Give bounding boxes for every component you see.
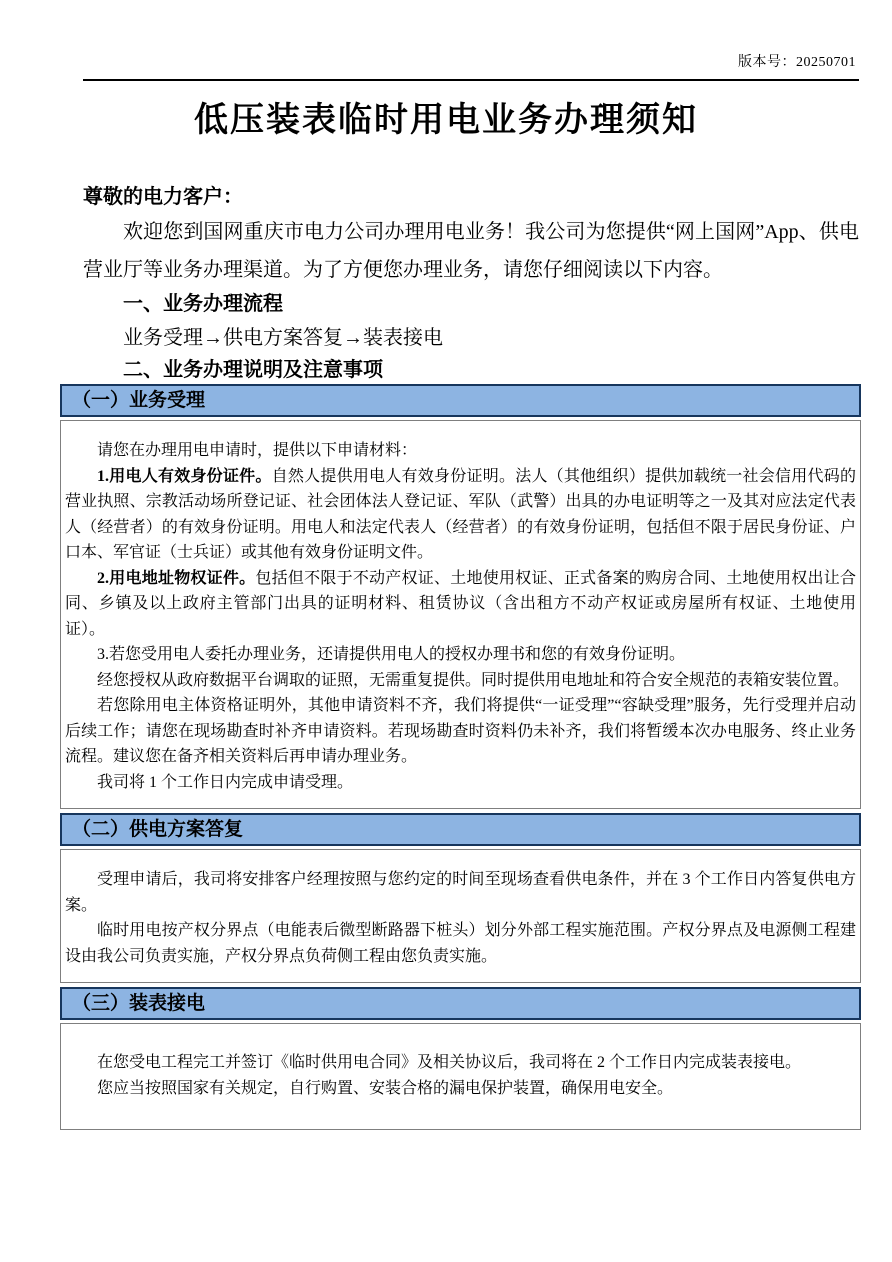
- greeting: 尊敬的电力客户：: [83, 186, 243, 208]
- paragraph-text: 若您除用电主体资格证明外，其他申请资料不齐，我们将提供“一证受理”“容缺受理”服务，先行受理并启动后续工作；请您在现场勘查时补齐申请资料。若现场勘查时资料仍未补齐，我们将暂缓本次办电服务、终止业务流程。建议您在备齐相关资料后再申请办理业务。: [65, 697, 856, 765]
- paragraph-text: 您应当按照国家有关规定，自行购置、安装合格的漏电保护装置，确保用电安全。: [97, 1079, 674, 1097]
- flow-steps: 业务受理→供电方案答复→装表接电: [123, 327, 443, 349]
- version-label: 版本号：20250701: [738, 55, 856, 70]
- paragraph-text: 在您受电工程完工并签订《临时供用电合同》及相关协议后，我司将在 2 个工作日内完成装表接电。: [97, 1054, 802, 1071]
- box-paragraph: [65, 770, 856, 796]
- section-heading-flow: 一、业务办理流程: [123, 293, 283, 315]
- section-box-supply-plan: [60, 849, 861, 983]
- box-paragraph: [65, 1050, 856, 1076]
- box-paragraph: [65, 464, 856, 566]
- header-rule: [83, 79, 859, 81]
- paragraph-text: 包括但不限于不动产权证、土地使用权证、正式备案的购房合同、土地使用权出让合同、乡镇及以上政府主管部门出具的证明材料、租赁协议（含出租方不动产权证或房屋所有权证、土地使用证）。: [65, 569, 856, 638]
- box-paragraph: [65, 918, 856, 969]
- page-title: 低压装表临时用电业务办理须知: [194, 102, 698, 139]
- box-paragraph: [65, 668, 856, 694]
- paragraph-text: 请您在办理用电申请时，提供以下申请材料：: [97, 442, 418, 459]
- box-paragraph: [65, 566, 856, 643]
- section-box-meter-connection: [60, 1023, 861, 1130]
- paragraph-text: 自然人提供用电人有效身份证明。法人（其他组织）提供加载统一社会信用代码的营业执照、宗教活动场所登记证、社会团体法人登记证、军队（武警）出具的办电证明等之一及其对应法定代表人（经营者）的有效身份证明。用电人和法定代表人（经营者）的有效身份证明，包括但不限于居民身份证、户口本、军官证（士兵证）或其他有效身份证明文件。: [65, 467, 856, 561]
- paragraph-text: 受理申请后，我司将安排客户经理按照与您约定的时间至现场查看供电条件，并在 3 个工作日内答复供电方案。: [65, 871, 856, 914]
- box-paragraph: [65, 1076, 856, 1102]
- paragraph-text: 我司将 1 个工作日内完成申请受理。: [97, 773, 354, 791]
- box-paragraph: [65, 867, 856, 918]
- paragraph-text: 3.若您受用电人委托办理业务，还请提供用电人的授权办理书和您的有效身份证明。: [97, 646, 686, 663]
- box-paragraph: [65, 693, 856, 770]
- section-box-acceptance: [60, 420, 861, 809]
- section-bar-supply-plan: （二）供电方案答复: [60, 813, 861, 846]
- paragraph-lead-bold: 2.用电地址物权证件。: [97, 569, 256, 587]
- paragraph-text: 经您授权从政府数据平台调取的证照，无需重复提供。同时提供用电地址和符合安全规范的表箱安装位置。: [97, 671, 850, 689]
- paragraph-text: 临时用电按产权分界点（电能表后微型断路器下桩头）划分外部工程实施范围。产权分界点及电源侧工程建设由我公司负责实施，产权分界点负荷侧工程由您负责实施。: [65, 922, 856, 965]
- section-bar-meter-connection: （三）装表接电: [60, 987, 861, 1020]
- box-paragraph: [65, 438, 856, 464]
- box-paragraph: [65, 642, 856, 668]
- intro-paragraph: 欢迎您到国网重庆市电力公司办理用电业务！我公司为您提供“网上国网”App、供电营业厅等业务办理渠道。为了方便您办理业务，请您仔细阅读以下内容。: [83, 221, 859, 281]
- paragraph-lead-bold: 1.用电人有效身份证件。: [97, 467, 272, 485]
- section-heading-notes: 二、业务办理说明及注意事项: [123, 359, 383, 381]
- section-bar-acceptance: （一）业务受理: [60, 384, 861, 417]
